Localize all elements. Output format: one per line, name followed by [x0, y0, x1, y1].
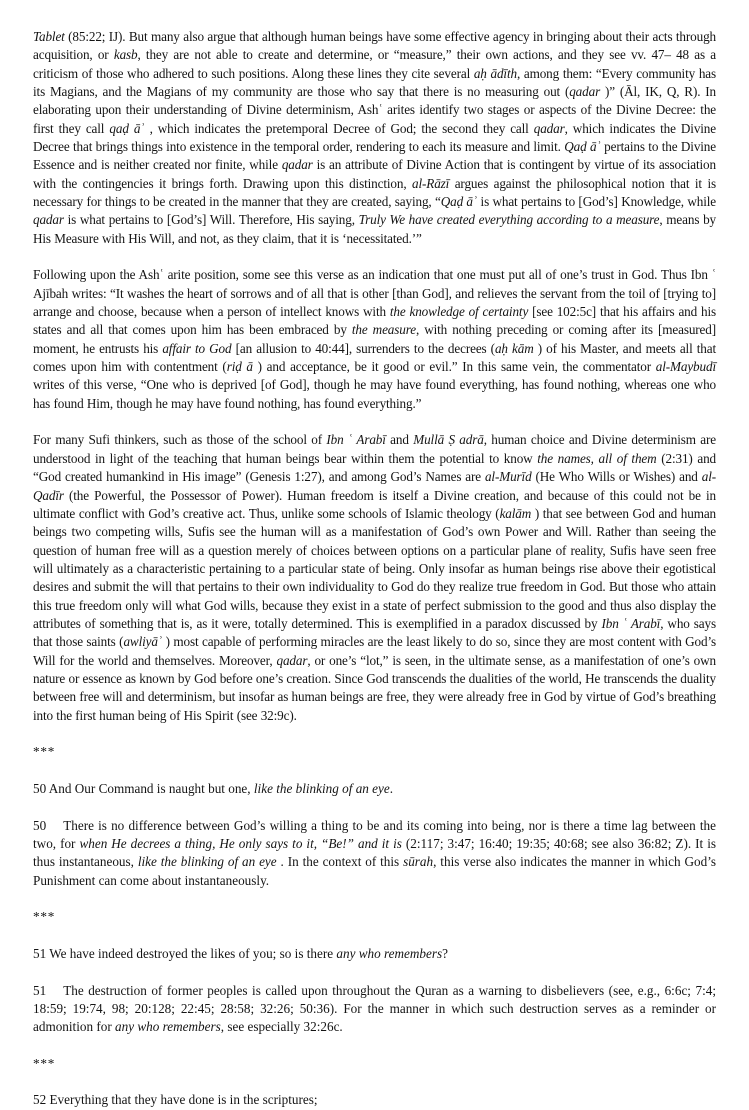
verse-line-50: 50 And Our Command is naught but one, like the blinking of an eye.: [33, 780, 394, 796]
paragraph-sufi-thinkers: For many Sufi thinkers, such as those of the school of Ibn ʿ Arabī and Mullā Ṣ adrā, human choice and Divine determinism are understood in light of the teaching that human beings bear within them the potential to know the names, all of them (2:31) and “God created humankind in His image” (Genesis 1:27), and among God’s Names are al-Murīd (He Who Wills or Wishes) and al-Qadīr (the Powerful, the Possessor of Power). Human freedom is itself a Divine creation, and because of this could not be in ultimate conflict with God’s creative act. Thus, unlike some schools of Islamic theology (kalām ) that see between God and human beings two competing wills, Sufis see the human will as a manifestation of God’s own Power and Will. Rather than seeing the question of human free will as a question merely of choices between options on a particular plane of reality, Sufis have seen free will ultimately as a characteristic pertaining to a particular state of being. Only insofar as human beings rise above their egotistical desires and submit the will that pertains to their own individuality to God do they realize true freedom in God. But those who attain this true freedom only will what God wills, because they exist in a state of perfect submission to the good and thus also display the attributes of something that is, as it were, totally determined. This is exemplified in a paradox discussed by Ibn ʿ Arabī, who says that those saints (awliyāʾ ) most capable of performing miracles are the least likely to do so, since they are most content with God’s Will for the world and themselves. Moreover, qadar, or one’s “lot,” is seen, in the ultimate sense, as a manifestation of one’s own nature or essence as known by God before one’s creation. Since God transcends the dualities of the world, He transcends the duality between free will and determinism, but insofar as human beings are free, they were already free in God by virtue of God’s breathing into the first human being of His Spirit (see 32:9c).: [33, 432, 717, 723]
paragraph-ibn-ajiba-maybudi: Following upon the Ashʿ arite position, some see this verse as an indication that one must put all of one’s trust in God. Thus Ibn ʿ Ajībah writes: “It washes the heart of sorrows and of all that is other [than God], and relieves the servant from the toil of [trying to] arrange and choose, because when a person of intellect knows with the knowledge of certainty [see 102:5c] that his affairs and his states and all that comes upon him has been embraced by the measure, with nothing preceding or coming after its [measured] moment, he entrusts his affair to God [an allusion to 40:44], surrenders to the decrees (aḥ kām ) of his Master, and meets all that comes upon him with contentment (riḍ ā ) and acceptance, be it good or evil.” In this same vein, the commentator al-Maybudī writes of this verse, “One who is deprived [of God], though he may have found everything, has found nothing, whereas one who has found Him, though he may have found nothing, has found everything.”: [33, 267, 717, 411]
section-separator-1: ***: [33, 744, 56, 760]
commentary-number-51: 51: [33, 982, 47, 998]
verse-line-52: 52 Everything that they have done is in the scriptures;: [33, 1092, 318, 1108]
section-separator-3: ***: [33, 1055, 56, 1071]
paragraph-qadar-continued: Tablet (85:22; IJ). But many also argue that although human beings have some effective agency in bringing about their acts through acquisition, or kasb, they are not able to create and determine, or “measure,” their own actions, and they see vv. 47– 48 as a criticism of those who adhered to such positions. Along these lines they cite several aḥ ādīth, among them: “Every community has its Magians, and the Magians of my community are those who say that there is no measuring out (qadar )” (Āl, IK, Q, R). In elaborating upon their understanding of Divine determinism, Ashʿ arites identify two stages or aspects of the Divine Decree: the first they call qaḍ āʾ , which indicates the pretemporal Decree of God; the second they call qadar, which indicates the Divine Decree that brings things into existence in the temporal order, rendering to each its measure and limit. Qaḍ āʾ pertains to the Divine Essence and is neither created nor finite, while qadar is an attribute of Divine Action that is contingent by virtue of its association with the contingencies it brings forth. Drawing upon this distinction, al-Rāzī argues against the philosophical notion that it is necessary for things to be created in the manner that they are created, saying, “Qaḍ āʾ is what pertains to [God’s] Knowledge, while qadar is what pertains to [God’s] Will. Therefore, His saying, Truly We have created everything according to a measure, means by His Measure with His Will, and not, as they claim, that it is ‘necessitated.’”: [33, 29, 716, 246]
text-column: [33, 28, 716, 1110]
commentary-text-50: There is no difference between God’s willing a thing to be and its coming into being, nor is there a time lag between the two, for when He decrees a thing, He only says to it, “Be!” and it is (2:117; 3:47; 16:40; 19:35; 40:68; see also 36:82; Z). It is thus instantaneous, like the blinking of an eye . In the context of this sūrah, this verse also indicates the manner in which God’s Punishment can come about instantaneously.: [33, 817, 717, 888]
commentary-text-51: The destruction of former peoples is called upon throughout the Quran as a warning to disbelievers (see, e.g., 6:6c; 7:4; 18:59; 19:74, 98; 20:128; 22:45; 28:58; 32:26; 50:36). For the manner in which such destruction serves as a reminder or admonition for any who remembers, see especially 32:26c.: [33, 982, 716, 1035]
commentary-block-51: [33, 982, 716, 1037]
section-separator-2: ***: [33, 909, 56, 925]
commentary-block-50: [33, 817, 716, 890]
commentary-number-50: 50: [33, 817, 47, 833]
verse-line-51: 51 We have indeed destroyed the likes of you; so is there any who remembers?: [33, 945, 448, 961]
